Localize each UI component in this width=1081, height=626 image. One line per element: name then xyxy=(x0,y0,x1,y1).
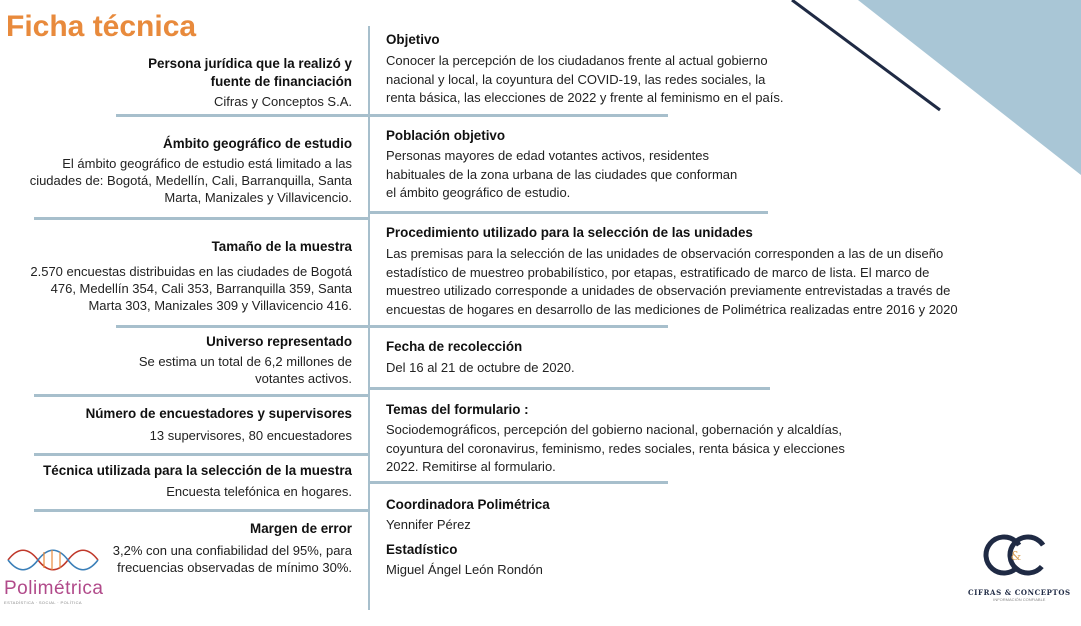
right-text: Las premisas para la selección de las unidades de observación corresponden a las de un diseño xyxy=(386,246,944,261)
left-text: Marta, Manizales y Villavicencio. xyxy=(164,190,352,205)
left-heading: Universo representado xyxy=(206,334,352,349)
right-text: muestreo utilizado corresponde a unidades de observación previamente entrevistadas a través de xyxy=(386,283,951,298)
right-text: 2022. Remitirse al formulario. xyxy=(386,459,556,474)
left-heading: Número de encuestadores y supervisores xyxy=(85,406,352,421)
right-text: Del 16 al 21 de octubre de 2020. xyxy=(386,360,575,375)
left-heading: Tamaño de la muestra xyxy=(211,239,352,254)
left-block-2 xyxy=(0,239,352,314)
polimetrica-wordmark: Polimétrica xyxy=(4,578,104,599)
right-text: estadístico de muestreo probabilístico, por etapas, estratificado de marco de lista. El marco de xyxy=(386,264,930,280)
left-text: Encuesta telefónica en hogares. xyxy=(166,484,352,499)
right-heading: Fecha de recolección xyxy=(386,339,523,354)
right-heading: Coordinadora Polimétrica xyxy=(386,497,550,512)
left-rule xyxy=(116,114,370,117)
left-text: Se estima un total de 6,2 millones de xyxy=(138,354,352,369)
right-block-3 xyxy=(386,339,1026,378)
right-heading: Temas del formulario : xyxy=(386,402,529,417)
right-text: nacional y local, la coyuntura del COVID-19, las redes sociales, la xyxy=(386,71,766,87)
right-rule xyxy=(368,387,770,390)
left-block-0 xyxy=(0,56,352,110)
cc-monogram-icon xyxy=(968,533,1068,581)
left-text: frecuencias observadas de mínimo 30%. xyxy=(117,560,352,575)
right-text: renta básica, las elecciones de 2022 y frente al feminismo en el país. xyxy=(386,90,784,105)
right-block-6 xyxy=(386,542,1026,580)
right-block-4 xyxy=(386,402,1026,477)
right-text: Sociodemográficos, percepción del gobierno nacional, gobernación y alcaldías, xyxy=(386,422,843,437)
right-text: Personas mayores de edad votantes activos, residentes xyxy=(386,148,710,163)
left-text: 476, Medellín 354, Cali 353, Barranquilla 359, Santa xyxy=(50,281,352,296)
left-text: Cifras y Conceptos S.A. xyxy=(214,94,352,109)
right-rule xyxy=(368,211,768,214)
right-rule xyxy=(368,114,668,117)
right-block-5 xyxy=(386,497,1026,535)
left-text: El ámbito geográfico de estudio está limitado a las xyxy=(62,156,352,171)
right-text: Yennifer Pérez xyxy=(386,517,471,532)
left-rule xyxy=(34,217,370,220)
left-rule xyxy=(116,325,370,328)
left-heading: Persona jurídica que la realizó y xyxy=(148,56,352,71)
polimetrica-logo xyxy=(4,545,103,605)
right-block-2 xyxy=(386,225,1026,319)
left-text: ciudades de: Bogotá, Medellín, Cali, Barranquilla, Santa xyxy=(29,173,352,188)
right-text: habituales de la zona urbana de las ciudades que conforman xyxy=(386,166,738,182)
right-text: Miguel Ángel León Rondón xyxy=(386,562,543,577)
cifras-conceptos-logo xyxy=(968,533,1071,602)
polimetrica-tagline: ESTADÍSTICA · SOCIAL · POLÍTICA xyxy=(4,600,82,605)
cifras-tagline: INFORMACIÓN CONFIABLE xyxy=(993,597,1046,602)
right-block-0 xyxy=(386,32,1026,108)
left-block-1 xyxy=(0,136,352,206)
left-heading: Margen de error xyxy=(250,521,352,536)
right-heading: Estadístico xyxy=(386,542,458,557)
left-block-5 xyxy=(0,463,352,500)
svg-text:&: & xyxy=(1010,549,1022,563)
left-heading: Técnica utilizada para la selección de la muestra xyxy=(43,463,352,478)
left-rule xyxy=(34,453,370,456)
left-heading: Ámbito geográfico de estudio xyxy=(163,136,352,151)
left-block-3 xyxy=(0,334,352,387)
left-text: Marta 303, Manizales 309 y Villavicencio 416. xyxy=(88,298,352,313)
right-heading: Población objetivo xyxy=(386,128,506,143)
right-text: el ámbito geográfico de estudio. xyxy=(386,185,571,200)
right-text: encuestas de hogares en desarrollo de las mediciones de Polimétrica realizadas entre 2016 y 2020 xyxy=(386,301,958,317)
left-text: 3,2% con una confiabilidad del 95%, para xyxy=(112,543,352,558)
left-rule xyxy=(34,394,370,397)
right-text: coyuntura del coronavirus, feminismo, redes sociales, renta básica y elecciones xyxy=(386,440,845,456)
right-heading: Procedimiento utilizado para la selección de las unidades xyxy=(386,225,753,240)
left-text: 2.570 encuestas distribuidas en las ciudades de Bogotá xyxy=(30,264,352,279)
right-block-1 xyxy=(386,128,1026,203)
left-text: 13 supervisores, 80 encuestadores xyxy=(149,428,352,443)
dna-wave-icon xyxy=(4,545,100,575)
right-rule xyxy=(368,481,668,484)
cifras-wordmark: CIFRAS & CONCEPTOS xyxy=(968,588,1071,597)
right-rule xyxy=(368,325,668,328)
left-text: votantes activos. xyxy=(255,371,352,386)
right-text: Conocer la percepción de los ciudadanos frente al actual gobierno xyxy=(386,53,768,68)
left-rule xyxy=(34,509,370,512)
right-heading: Objetivo xyxy=(386,32,440,47)
left-block-4 xyxy=(0,406,352,444)
page-title: Ficha técnica xyxy=(6,10,197,43)
left-heading: fuente de financiación xyxy=(210,74,352,89)
